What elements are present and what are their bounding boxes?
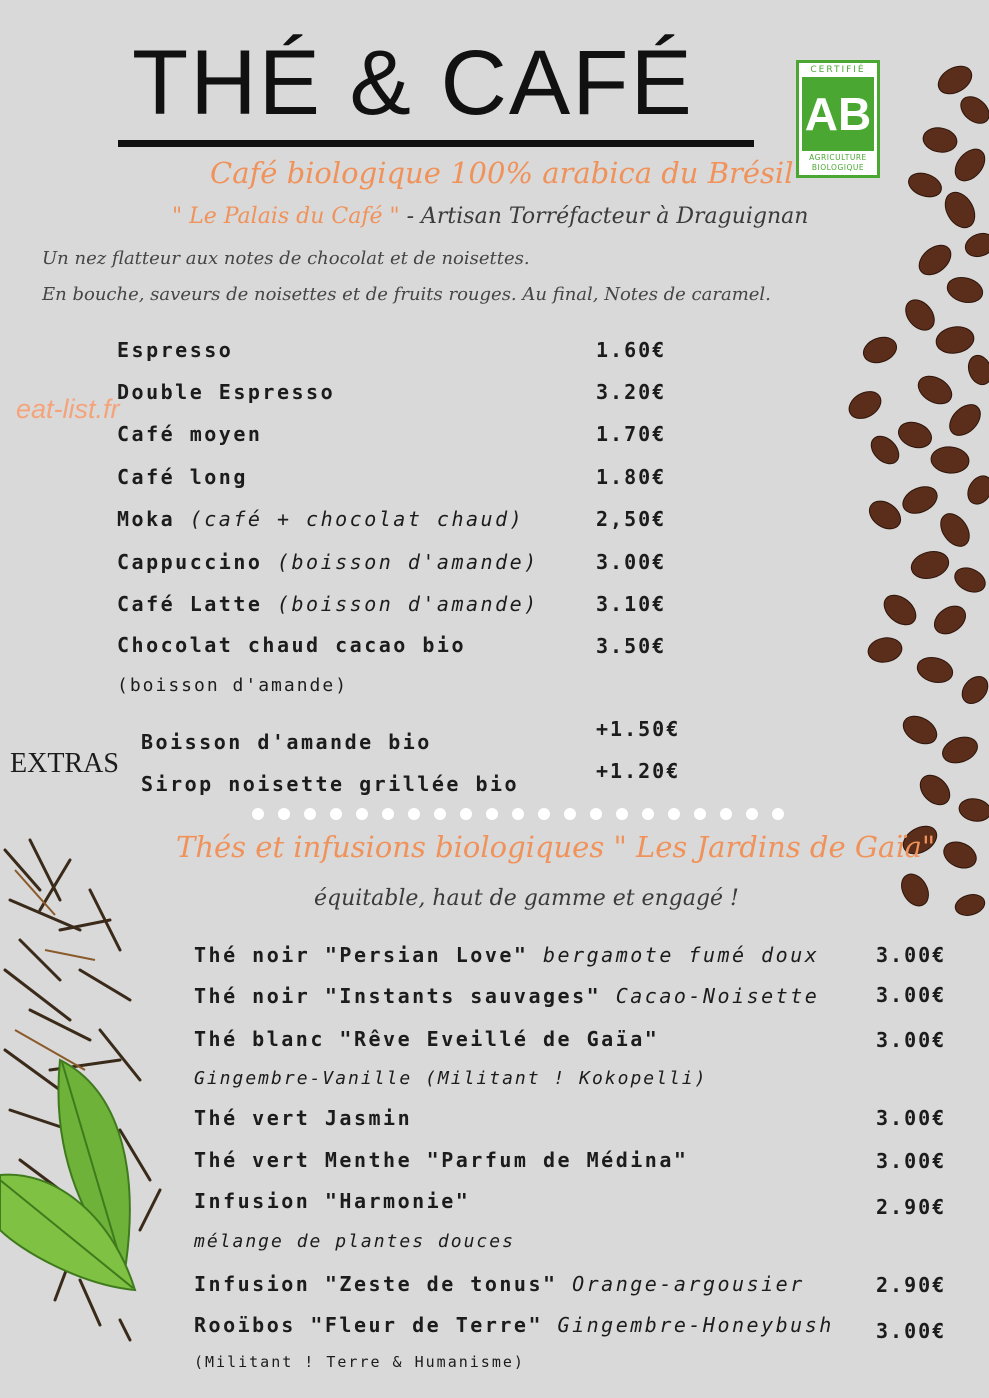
coffee-item-name: Moka (café + chocolat chaud) — [117, 507, 525, 531]
page-title: THÉ & CAFÉ — [132, 32, 694, 134]
coffee-item-note: (boisson d'amande) — [262, 592, 539, 616]
coffee-item-note: (boisson d'amande) — [262, 550, 539, 574]
coffee-item-subnote: (boisson d'amande) — [117, 675, 349, 696]
coffee-item-name: Espresso — [117, 338, 234, 362]
tea-item-price: 3.00€ — [876, 1319, 947, 1343]
tea-item-name: Rooïbos "Fleur de Terre" Gingembre-Honeybush — [194, 1313, 834, 1337]
tea-item-note: Cacao-Noisette — [601, 984, 820, 1008]
tea-item-note: Orange-argousier — [557, 1272, 805, 1296]
extra-item-name: Sirop noisette grillée bio — [141, 772, 520, 796]
coffee-item-name: Double Espresso — [117, 380, 336, 404]
tea-section-title: Thés et infusions biologiques " Les Jardins de Gaïa" — [176, 830, 936, 864]
coffee-item-note: (café + chocolat chaud) — [175, 507, 525, 531]
tea-item-subnote: Gingembre-Vanille (Militant ! Kokopelli) — [194, 1068, 708, 1089]
coffee-beans-image — [840, 50, 989, 920]
tea-item-subnote: mélange de plantes douces — [194, 1231, 515, 1252]
roaster-name: " Le Palais du Café " — [172, 204, 400, 229]
tea-item-name: Infusion "Harmonie" — [194, 1189, 471, 1213]
coffee-item-price: 3.00€ — [596, 550, 667, 574]
coffee-item-name: Chocolat chaud cacao bio — [117, 633, 466, 657]
tea-item-price: 2.90€ — [876, 1273, 947, 1297]
tea-item-price: 3.00€ — [876, 1149, 947, 1173]
extra-item-name: Boisson d'amande bio — [141, 730, 432, 754]
coffee-item-price: 3.20€ — [596, 380, 667, 404]
coffee-item-name: Cappuccino (boisson d'amande) — [117, 550, 539, 574]
tea-item-price: 2.90€ — [876, 1195, 947, 1219]
extra-item-price: +1.50€ — [596, 717, 681, 741]
tea-item-note: bergamote fumé doux — [528, 943, 820, 967]
dotted-divider — [250, 806, 800, 822]
coffee-subtitle: Café biologique 100% arabica du Brésil — [210, 156, 794, 190]
tea-item-name: Thé blanc "Rêve Eveillé de Gaïa" — [194, 1027, 660, 1051]
tea-item-name: Thé vert Jasmin — [194, 1106, 413, 1130]
coffee-item-price: 2,50€ — [596, 507, 667, 531]
extras-label: EXTRAS — [10, 748, 119, 779]
roaster-line — [172, 204, 808, 229]
tea-item-subnote: (Militant ! Terre & Humanisme) — [194, 1353, 525, 1371]
tea-item-price: 3.00€ — [876, 983, 947, 1007]
ab-logo-top-text: CERTIFIÉ — [810, 65, 866, 75]
tea-item-name: Thé noir "Persian Love" bergamote fumé doux — [194, 943, 820, 967]
ab-logo-mark: AB — [802, 77, 874, 151]
tea-item-note: Gingembre-Honeybush — [542, 1313, 834, 1337]
tea-item-name: Infusion "Zeste de tonus" Orange-argousier — [194, 1272, 805, 1296]
roaster-description: - Artisan Torréfacteur à Draguignan — [399, 204, 809, 229]
coffee-item-name: Café moyen — [117, 422, 263, 446]
coffee-item-price: 3.10€ — [596, 592, 667, 616]
tea-item-price: 3.00€ — [876, 1106, 947, 1130]
tea-item-price: 3.00€ — [876, 1028, 947, 1052]
ab-logo-bottom-text: AGRICULTURE BIOLOGIQUE — [809, 153, 867, 172]
coffee-item-name: Café Latte (boisson d'amande) — [117, 592, 539, 616]
coffee-item-price: 1.80€ — [596, 465, 667, 489]
coffee-item-price: 3.50€ — [596, 634, 667, 658]
coffee-item-name: Café long — [117, 465, 248, 489]
tea-item-name: Thé noir "Instants sauvages" Cacao-Noisette — [194, 984, 820, 1008]
coffee-description-line-2: En bouche, saveurs de noisettes et de fruits rouges. Au final, Notes de caramel. — [42, 284, 771, 305]
tea-leaves-image — [0, 830, 170, 1350]
extra-item-price: +1.20€ — [596, 759, 681, 783]
coffee-description-line-1: Un nez flatteur aux notes de chocolat et de noisettes. — [42, 248, 530, 269]
tea-section-subtitle: équitable, haut de gamme et engagé ! — [314, 886, 739, 911]
ab-organic-logo — [796, 60, 880, 178]
tea-item-name: Thé vert Menthe "Parfum de Médina" — [194, 1148, 689, 1172]
coffee-item-price: 1.60€ — [596, 338, 667, 362]
tea-item-price: 3.00€ — [876, 943, 947, 967]
watermark: eat-list.fr — [16, 394, 120, 424]
title-underline — [118, 140, 754, 147]
coffee-item-price: 1.70€ — [596, 422, 667, 446]
